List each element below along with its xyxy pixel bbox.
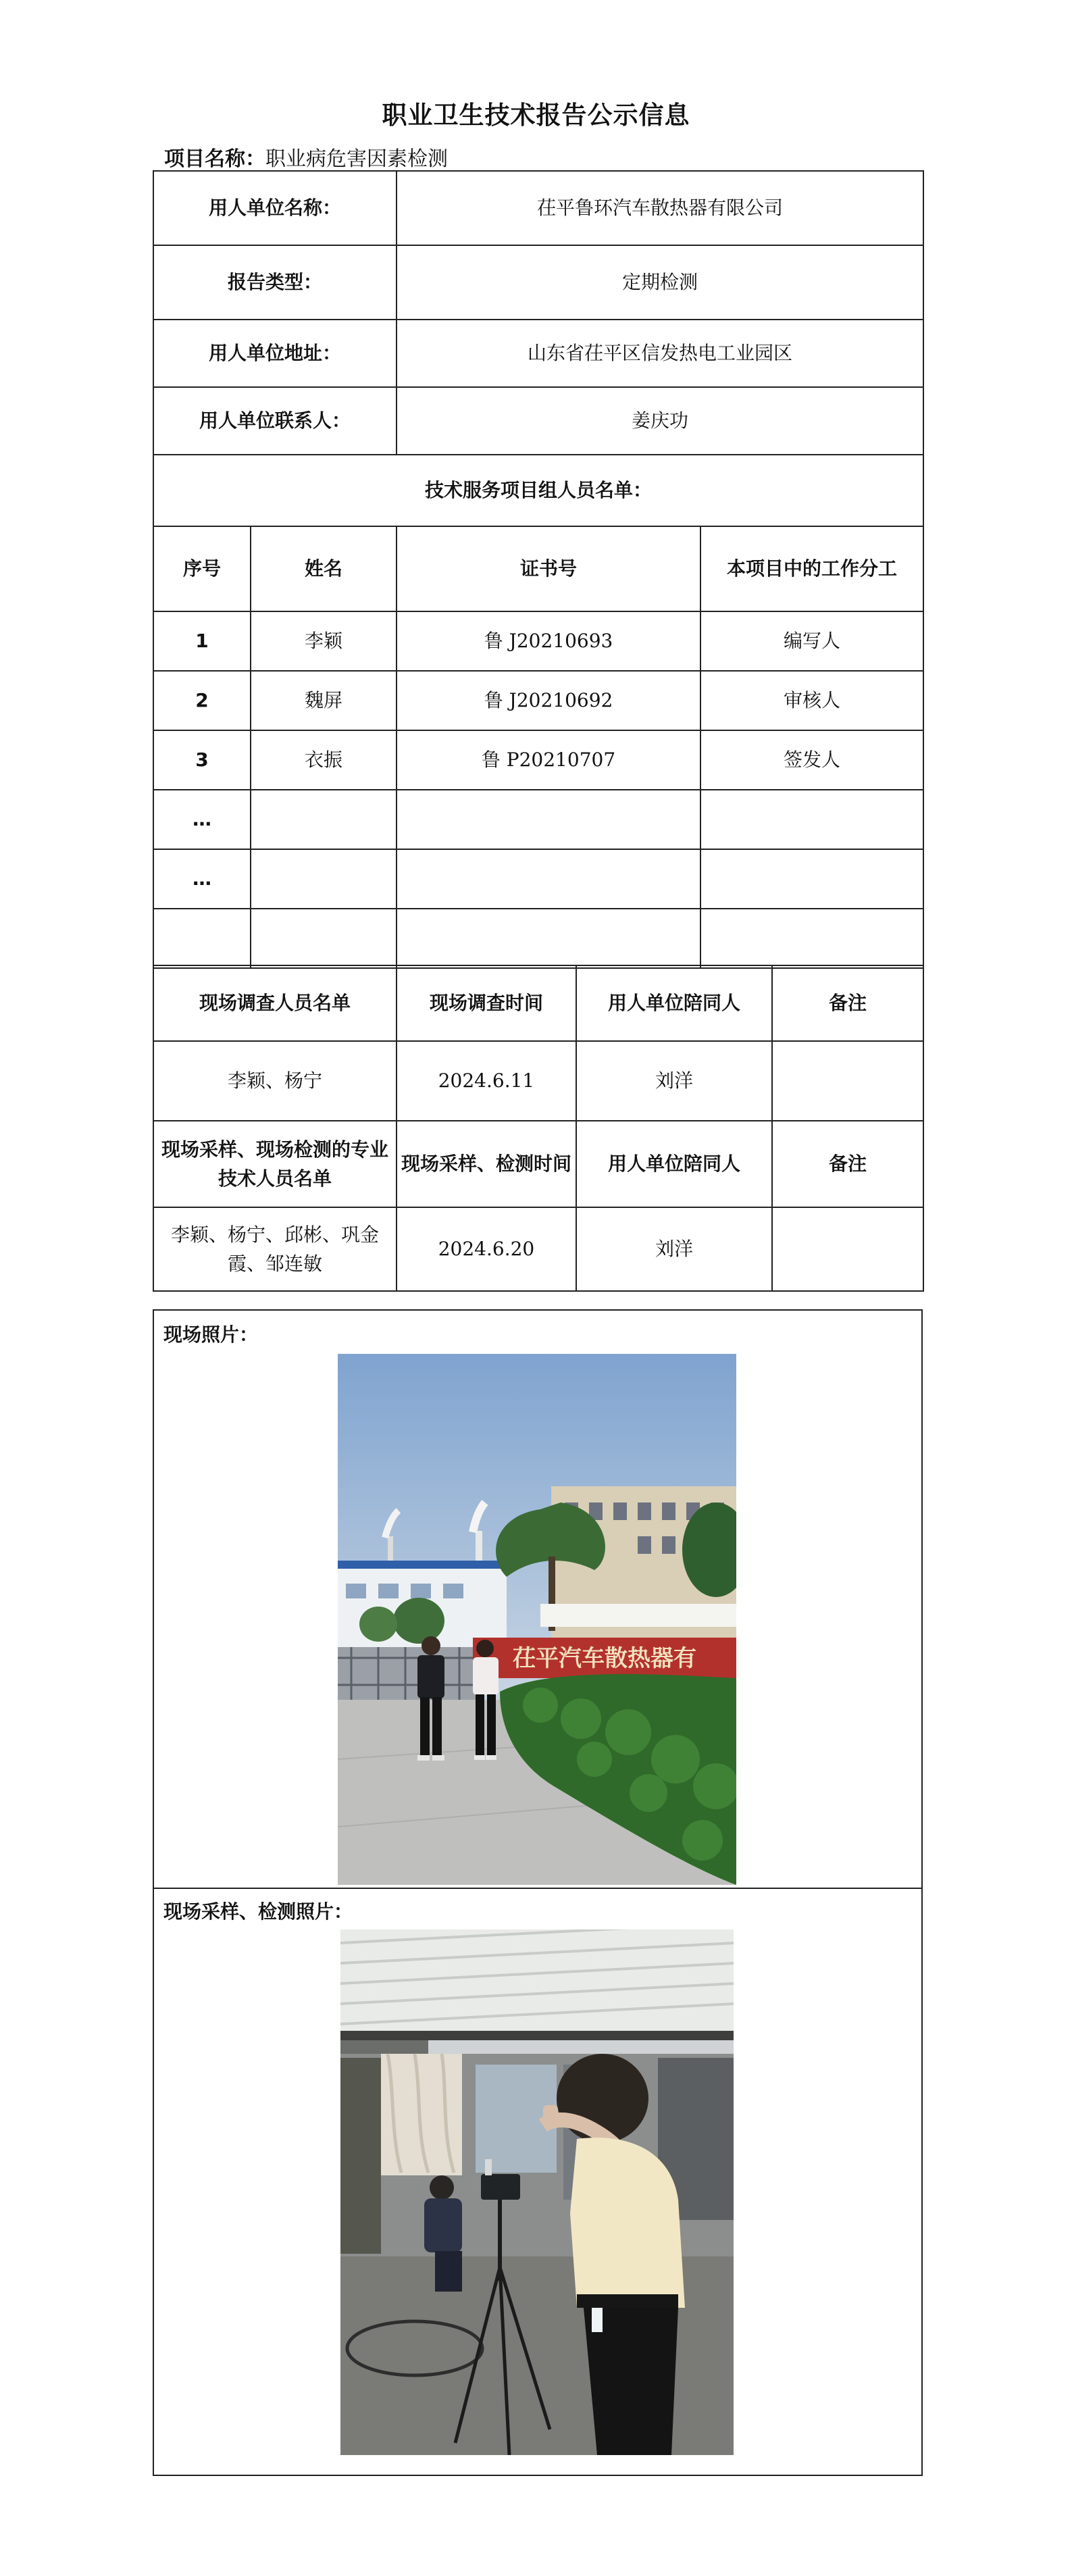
info-table xyxy=(153,170,924,969)
site-photo-label: 现场照片： xyxy=(163,1323,259,1346)
info-label: 报告类型： xyxy=(153,245,397,320)
team-name: 李颖 xyxy=(251,611,397,671)
team-no: 2 xyxy=(153,671,251,730)
survey-header: 现场调查人员名单 xyxy=(153,965,397,1041)
info-row xyxy=(153,245,923,320)
page-title: 职业卫生技术报告公示信息 xyxy=(382,101,690,130)
project-line xyxy=(164,142,448,172)
survey-note xyxy=(772,1041,923,1121)
team-heading: 技术服务项目组人员名单： xyxy=(153,455,923,526)
sampling-header: 现场采样、现场检测的专业技术人员名单 xyxy=(153,1121,397,1207)
team-cert xyxy=(397,790,700,849)
team-cert xyxy=(397,849,700,909)
survey-escort: 刘洋 xyxy=(576,1041,772,1121)
sampling-header: 用人单位陪同人 xyxy=(576,1121,772,1207)
sampling-header-row xyxy=(153,1121,923,1207)
team-role: 审核人 xyxy=(700,671,923,730)
sampling-escort: 刘洋 xyxy=(576,1207,772,1291)
sampling-note xyxy=(772,1207,923,1291)
team-header: 姓名 xyxy=(251,526,397,611)
sampling-header: 现场采样、检测时间 xyxy=(397,1121,576,1207)
survey-header: 现场调查时间 xyxy=(397,965,576,1041)
team-cert: 鲁 J20210693 xyxy=(397,611,700,671)
team-row xyxy=(153,671,923,730)
info-value: 茌平鲁环汽车散热器有限公司 xyxy=(397,171,923,245)
survey-table xyxy=(153,965,924,1292)
team-row xyxy=(153,611,923,671)
team-row xyxy=(153,909,923,968)
team-header: 序号 xyxy=(153,526,251,611)
survey-header-row xyxy=(153,965,923,1041)
survey-header: 备注 xyxy=(772,965,923,1041)
site-photo xyxy=(338,1354,736,1885)
sampling-time: 2024.6.20 xyxy=(397,1207,576,1291)
team-row xyxy=(153,790,923,849)
info-row xyxy=(153,387,923,455)
team-no xyxy=(153,909,251,968)
photo-section xyxy=(153,1309,923,2476)
photo-divider xyxy=(154,1888,921,1889)
team-no: … xyxy=(153,790,251,849)
banner-text: 茌平汽车散热器有 xyxy=(513,1645,696,1672)
team-row xyxy=(153,730,923,790)
info-value: 山东省茌平区信发热电工业园区 xyxy=(397,320,923,387)
team-name xyxy=(251,790,397,849)
project-value: 职业病危害因素检测 xyxy=(265,147,448,171)
team-role xyxy=(700,849,923,909)
team-name: 魏屏 xyxy=(251,671,397,730)
team-role: 编写人 xyxy=(700,611,923,671)
team-no: … xyxy=(153,849,251,909)
team-cert: 鲁 J20210692 xyxy=(397,671,700,730)
team-no: 3 xyxy=(153,730,251,790)
sampling-photo xyxy=(340,1929,734,2455)
team-header-row xyxy=(153,526,923,611)
team-name xyxy=(251,909,397,968)
info-value: 姜庆功 xyxy=(397,387,923,455)
project-label: 项目名称： xyxy=(164,147,265,171)
info-label: 用人单位联系人： xyxy=(153,387,397,455)
sampling-names: 李颖、杨宁、邱彬、巩金霞、邹连敏 xyxy=(153,1207,397,1291)
info-row xyxy=(153,171,923,245)
team-heading-row xyxy=(153,455,923,526)
team-role xyxy=(700,790,923,849)
sampling-header: 备注 xyxy=(772,1121,923,1207)
info-row xyxy=(153,320,923,387)
team-cert xyxy=(397,909,700,968)
info-label: 用人单位名称： xyxy=(153,171,397,245)
survey-names: 李颖、杨宁 xyxy=(153,1041,397,1121)
team-role xyxy=(700,909,923,968)
team-name xyxy=(251,849,397,909)
survey-row xyxy=(153,1041,923,1121)
team-no: 1 xyxy=(153,611,251,671)
info-label: 用人单位地址： xyxy=(153,320,397,387)
team-row xyxy=(153,849,923,909)
sampling-photo-label: 现场采样、检测照片： xyxy=(163,1900,353,1923)
team-header: 证书号 xyxy=(397,526,700,611)
info-value: 定期检测 xyxy=(397,245,923,320)
survey-time: 2024.6.11 xyxy=(397,1041,576,1121)
team-role: 签发人 xyxy=(700,730,923,790)
team-header: 本项目中的工作分工 xyxy=(700,526,923,611)
survey-header: 用人单位陪同人 xyxy=(576,965,772,1041)
sampling-row xyxy=(153,1207,923,1291)
team-name: 衣振 xyxy=(251,730,397,790)
team-cert: 鲁 P20210707 xyxy=(397,730,700,790)
